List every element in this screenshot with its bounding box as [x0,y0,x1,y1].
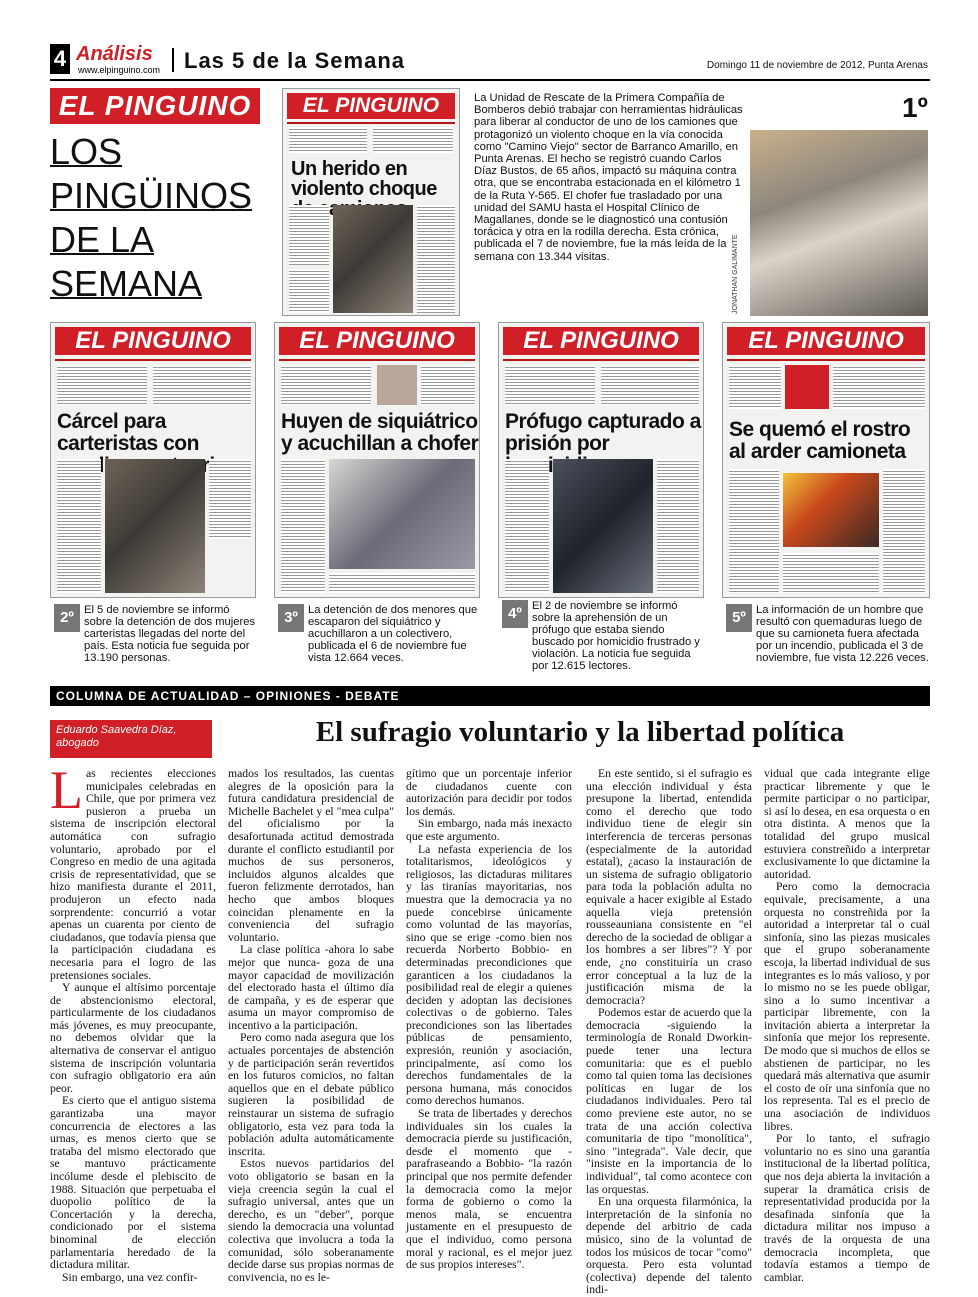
front-page-headline: Huyen de siquiátrico y acuchillan a chofer [281,410,479,455]
front-page-masthead: EL PINGUINO [55,327,251,355]
header-divider [172,48,174,72]
opinion-column-4: En este sentido, si el sufragio es una elección individual y ésta presupone la libertad, entendida como el derecho que todo individuo tiene de elegir sin interferencia de terceras personas (especialmente de la autoridad estatal), ¿acaso la instauración de un sistema de sufragio obligatorio para toda la población adulta no equivale a hacer exigible al Estado aquella vieja pretensión rousseauniana consistente en "el derecho de la sociedad de obligar a los hombres a ser libres"? Y por ende, ¿no constituiría un craso error conceptual a la luz de la justificación misma de la democracia? Podemos estar de acuerdo que la democracia -siguiendo la terminología de Ronald Dworkin- puede tener una lectura comunitaria: que es el pueblo como tal quien toma las decisiones políticas en lugar de los ciudadanos individuales. Pero tal como previene este autor, no se trata de una acción colectiva comunitaria de tipo "monolítica", sino "integrada". Vale decir, que "insiste en la importancia de lo individual", tal como acontece con las orquestas. En una orquesta filarmónica, la interpretación de la sinfonía no depende del arbitrio de cada músico, sino de la voluntad de todos los músicos de tocar "como" orquesta. Pero esta voluntad (colectiva) depende del talento indi- [586,767,752,1297]
dateline: Domingo 11 de noviembre de 2012, Punta Arenas [706,60,928,71]
masthead-logo: EL PINGUINO [50,88,260,124]
section-title: Las 5 de la Semana [184,48,405,73]
brand-logo: Análisis [76,43,153,65]
front-page-1[interactable] [282,88,460,316]
author-box [50,720,212,758]
front-page-2[interactable] [50,322,256,598]
rank-1: 1º [902,92,928,123]
author-role: abogado [56,737,99,749]
front-page-masthead: EL PINGUINO [503,327,699,355]
front-page-headline: Cárcel para carteristas con [57,410,199,455]
front-page-headline: Un herido en violento choque [291,158,437,200]
front-page-headline: Se quemó el rostro al arder camioneta [729,418,911,463]
rank-5: 5º [726,604,752,632]
crash-photo [750,130,928,316]
front-page-masthead: EL PINGUINO [727,327,925,355]
brand-url[interactable]: www.elpinguino.com [78,65,161,75]
opinion-column-3: gítimo que un porcentaje inferior de ciudadanos cuente con autorización para decidir por todos los demás. Sin embargo, nada más inexacto que este argumento. La nefasta experiencia de los totalitarismos, ideológicos y religiosos, las dictaduras militares y las tiranías mayoritarias, nos muestra que la democracia ya no puede concebirse únicamente como voluntad de las mayorías, sino que se erige -como bien nos recuerda Norberto Bobbio- en determinadas precondiciones que garanticen a los ciudadanos la posibilidad real de elegir a quienes deciden y adoptan las decisiones colectivas o de gobierno. Tales precondiciones son las libertades públicas de pensamiento, expresión, reunión y asociación, principalmente, así como los derechos fundamentales de la persona humana, más conocidos como derechos humanos. Se trata de libertades y derechos individuales sin los cuales la democracia pierde su justificación, desde el momento que -parafraseando a Bobbio- "la razón principal que nos permite defender la democracia como la mejor forma de gobierno o como la menos mala, se encuentra justamente en el presupuesto de que el individuo, como persona moral y racional, es el mejor juez de sus propios intereses". [406,767,572,1272]
story-caption-5: La información de un hombre que resultó con quemaduras luego de que su camioneta fuera afectada por un incendio, publicada el 3 de noviembre, fue vista 12.226 veces. [756,604,929,664]
front-page-5[interactable] [722,322,930,598]
opinion-column-5: vidual que cada integrante elige practicar libremente y que le permite participar o no participar, si así lo desea, en esa orquesta o en otra distinta. A menos que la totalidad del grupo musical estuviera constreñido a interpretar exclusivamente lo que dictamine la autoridad. Pero como la democracia equivale, precisamente, a una orquesta no constreñida por la autoridad a interpretar tal o cual sinfonía, sino las piezas musicales que el grupo soberanamente escoja, la libertad individual de sus integrantes es lo más valioso, y por lo mismo no se les puede obligar, sino a lo sumo incentivar a participar libremente, con la invitación abierta a interpretar la sinfonía que mejor los represente. De modo que si muchos de ellos se abstienen de participar, no les quedará más alternativa que asumir el costo de oír una sinfonía que no los representa. Tal es el precio de una asociación de individuos libres. Por lo tanto, el sufragio voluntario no es sino una garantía institucional de la libertad política, que nos deja abierta la invitación a superar la dramática crisis de representatividad producida por la desafinada sinfonía que la dictadura militar nos impuso a través de la orquesta de una democracia incompleta, que todavía estamos a tiempo de cambiar. [764,767,930,1284]
rank-4: 4º [502,600,528,628]
front-page-4[interactable] [498,322,704,598]
opinion-title: El sufragio voluntario y la libertad política [315,716,845,748]
story-caption-3: La detención de dos menores que escaparon del siquiátrico y acuchillaron a un colectivero, publicada el 6 de noviembre fue vista 12.664 veces. [308,604,478,664]
front-page-headline: Prófugo capturado a prisión por [505,410,701,455]
rank-2: 2º [54,604,80,632]
top-story-text: La Unidad de Rescate de la Primera Compañía de Bomberos debió trabajar con herramientas hidráulicas para liberar al conductor de uno de los camiones que protagonizó un violento choque en la vía conocida como "Camino Viejo" sector de Barranco Amarillo, en Punta Arenas. El hecho se registró cuando Carlos Díaz Bustos, de 65 años, impactó su máquina contra otra, que se encontraba estacionada en el kilómetro 1 de la Ruta Y-565. El chofer fue trasladado por una unidad del SAMU hasta el Hospital Clínico de Magallanes, donde se le diagnosticó una contusión torácica y otra en la rodilla derecha. Esta crónica, publicada el 7 de noviembre, fue la más leída de la semana con 13.344 visitas. [474,92,743,263]
story-caption-4: El 2 de noviembre se informó sobre la aprehensión de un prófugo que estaba siendo buscado por homicidio frustrado y violación. La noticia fue seguida por 12.615 lectores. [532,600,700,672]
author-name: Eduardo Saavedra Díaz, [56,724,177,736]
story-caption-2: El 5 de noviembre se informó sobre la detención de dos mujeres carteristas llegadas del norte del país. Esta noticia fue seguida por 13.190 personas. [84,604,256,664]
drop-cap: L [50,760,83,820]
opinion-section-band: COLUMNA DE ACTUALIDAD – OPINIONES - DEBATE [50,686,930,706]
rank-3: 3º [278,604,304,632]
page-title: LOS PINGÜINOS DE LA SEMANA [50,131,253,304]
front-page-masthead: EL PINGUINO [287,93,455,119]
page-number: 4 [50,44,70,74]
front-page-3[interactable] [274,322,480,598]
opinion-column-1: Las recientes elecciones municipales celebradas en Chile, que por primera vez pusieron a prueba un sistema de inscripción electoral automática con sufragio voluntario, aprobado por el Congreso en medio de una agitada crisis de representatividad, que se hizo manifiesta durante el 2011, produjeron un efecto nada sorprendente: concurrió a votar apenas un cuarenta por ciento de ciudadanos, que todavía piensa que la participación ciudadana es necesaria para el logro de las pretensiones sociales. Y aunque el altísimo porcentaje de abstencionismo electoral, particularmente de los ciudadanos más jóvenes, es muy preocupante, no debemos olvidar que la alternativa de conservar el antiguo sistema de inscripción voluntaria con sufragio obligatorio era aún peor. Es cierto que el antiguo sistema garantizaba una mayor concurrencia de electores a las urnas, es menos cierto que se trataba del mismo electorado que se mantuvo prácticamente incólume desde el plebiscito de 1988. Situación que perpetuaba el duopolio político de la Concertación y la derecha, condicionado por el sistema binominal de elección parlamentaria heredado de la dictadura militar. Sin embargo, una vez confir- [50,760,216,1284]
photo-credit: JONATHAN GALIMANTE [732,234,739,314]
header-rule [50,79,930,81]
opinion-column-2: mados los resultados, las cuentas alegres de la oposición para la futura candidatura presidencial de Michelle Bachelet y el "mea culpa" del oficialismo por la desafortunada actitud demostrada durante el conflicto estudiantil por muchos de sus personeros, incluidos algunos alcaldes que fueron felizmente derrotados, han hecho que ambos bloques coincidan plenamente en la conveniencia del sufragio voluntario. La clase política -ahora lo sabe mejor que nunca- goza de una mayor capacidad de movilización del electorado hasta el último día de campaña, y es de esperar que asuma un mayor compromiso de incentivo a la participación. Pero como nada asegura que los actuales porcentajes de abstención y de participación serán revertidos en los futuros comicios, no faltan aquellos que en el debate público sugieren la posibilidad de reinstaurar un sistema de sufragio obligatorio, esta vez para toda la población adulta automáticamente inscrita. Estos nuevos partidarios del voto obligatorio se basan en la vieja creencia según la cual el sufragio universal, antes que un derecho, es un "deber", porque siendo la democracia una voluntad colectiva que involucra a toda la comunidad, sólo soberanamente decide darse sus propias normas de convivencia, no es le- [228,767,394,1284]
front-page-masthead: EL PINGUINO [279,327,475,355]
